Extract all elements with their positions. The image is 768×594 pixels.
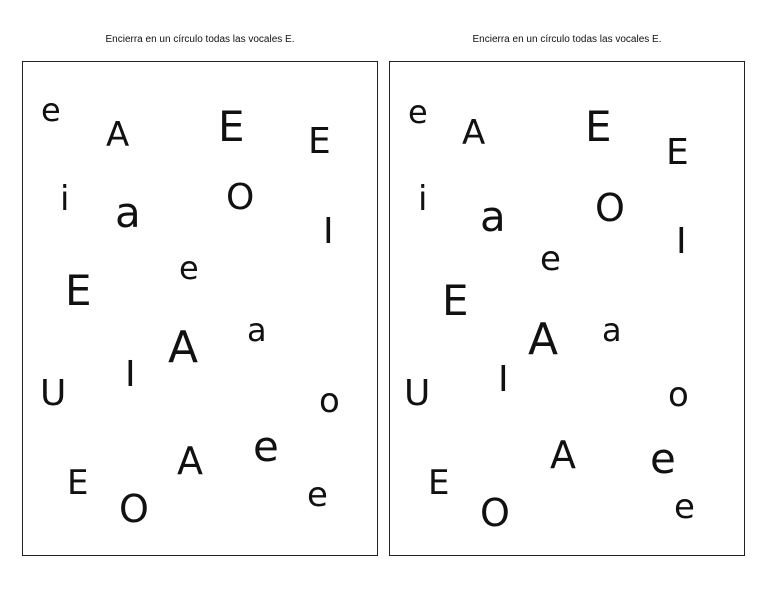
letter: A [177, 439, 203, 483]
letter: o [668, 375, 689, 415]
letter: E [218, 102, 245, 151]
letter: a [115, 188, 141, 237]
letter: E [308, 121, 331, 162]
letter: A [528, 314, 559, 365]
letter: i [418, 179, 428, 219]
letter: I [323, 211, 334, 252]
letter: i [60, 179, 70, 219]
letter: e [307, 475, 328, 515]
letter: e [179, 249, 199, 287]
letter: o [319, 381, 340, 421]
letter: e [540, 239, 561, 279]
letter: A [550, 433, 576, 477]
letter: E [428, 463, 450, 503]
letter: e [408, 93, 428, 131]
letter: e [650, 434, 676, 483]
letter: e [41, 91, 61, 129]
letter: O [226, 177, 255, 218]
letter: O [119, 487, 149, 531]
letter: E [442, 276, 469, 325]
letter: a [602, 311, 622, 349]
letter: E [65, 266, 92, 315]
letter: I [125, 354, 136, 395]
letter: A [168, 322, 199, 373]
letter: I [676, 221, 687, 262]
letter: E [666, 132, 689, 173]
letter: A [106, 115, 130, 155]
letter: a [480, 192, 506, 241]
left-worksheet-panel [22, 61, 378, 556]
letter: a [247, 311, 267, 349]
letter: I [498, 359, 509, 400]
letter: U [404, 373, 431, 414]
letter: E [585, 102, 612, 151]
right-instruction: Encierra en un círculo todas las vocales E. [472, 34, 662, 45]
letter: O [480, 491, 510, 535]
right-worksheet-panel [389, 61, 745, 556]
left-instruction: Encierra en un círculo todas las vocales E. [105, 34, 295, 45]
letter: O [595, 186, 625, 230]
letter: e [253, 422, 279, 471]
letter: E [67, 463, 89, 503]
letter: e [674, 487, 695, 527]
letter: A [462, 113, 486, 153]
letter: U [40, 373, 67, 414]
